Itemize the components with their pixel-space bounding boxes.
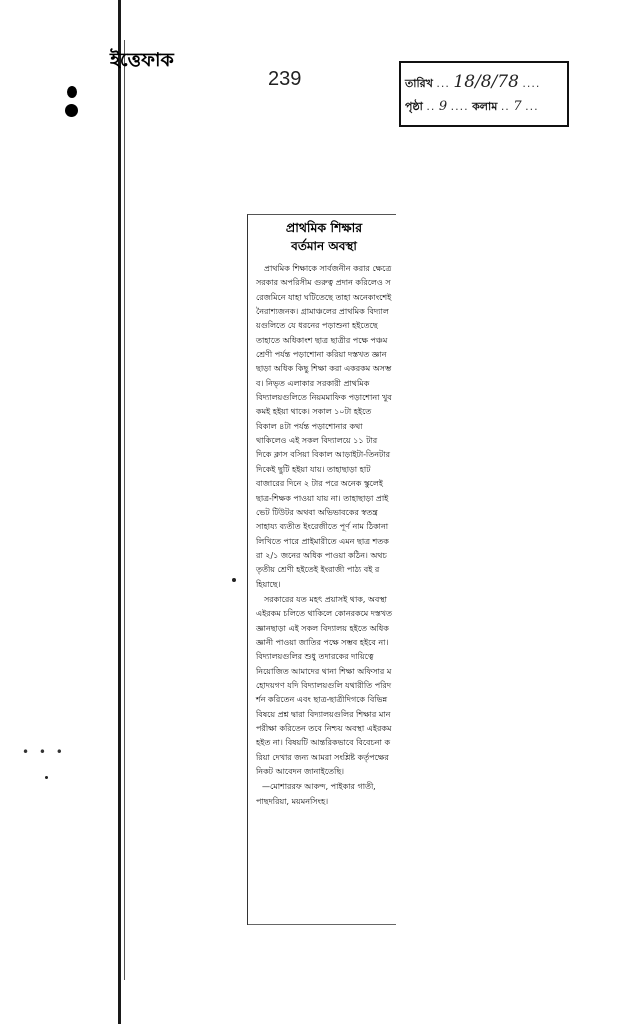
- stamp-date-label: তারিখ: [405, 77, 433, 90]
- stamp-date-value: 18/8/78: [453, 72, 519, 92]
- clipping-bottom-edge: [248, 924, 396, 925]
- punch-hole-top: [67, 86, 77, 98]
- archive-stamp: [399, 61, 569, 127]
- article-body: [256, 262, 392, 779]
- newspaper-name: ইত্তেফাক: [110, 49, 174, 71]
- article-paragraph-2: সরকারের যত মহৎ প্রয়াসই থাক, অবস্থা এইরকম চলিতে থাকিলে কোনরকমে দস্তখত জ্ঞানছাড়া এই সকল বিদ্যালয় হইতে অধিক জ্ঞানী পাওয়া জাতির পক্ষে সম্ভব হইবে না। বিদ্যালয়গুলির শুধু তদারকের দায়িত্বে নিয়োজিত আমাদের থানা শিক্ষা অফিসার মহোদয়গণ যদি বিদ্যালয়গুলি যথারীতি পরিদর্শন করিতেন এবং ছাত্র-ছাত্রীদিগকে বিভিন্ন বিষয়ে প্রশ্ন দ্বারা বিদ্যালয়গুলির শিক্ষার মান পরীক্ষা করিতেন তবে নিশ্চয় অবস্থা এইরকম হইত না। বিষয়টি আন্তরিকভাবে বিবেচনা করিয়া দেখার জন্য আমরা সংশ্লিষ্ট কর্তৃপক্ষের নিকট আবেদন জানাইতেছি।: [256, 594, 393, 777]
- stamp-column-label: কলাম: [472, 100, 498, 113]
- stamp-page-value: 9: [438, 99, 448, 114]
- article-title-line2: বর্তমান অবস্থা: [291, 239, 357, 253]
- binding-line: [118, 0, 121, 1024]
- stamp-page-label: পৃষ্ঠা: [405, 100, 423, 113]
- scan-speck: [232, 578, 236, 582]
- article-signature: —মোশাররফ আকন্দ, পাইকার গাতী, পাছদরিয়া, ময়মনসিংহ।: [256, 782, 376, 806]
- article-title: [256, 218, 392, 256]
- stamp-date-row: তারিখ ... 18/8/78 ....: [405, 72, 541, 92]
- article-title-line1: প্রাথমিক শিক্ষার: [285, 220, 363, 235]
- stamp-column-value: 7: [513, 99, 522, 114]
- article-paragraph-1: প্রাথমিক শিক্ষাকে সার্বজনীন করার ক্ষেত্রে সরকার অপরিসীম গুরুত্ব প্রদান করিলেও সরেজমিনে যাহা ঘটিতেছে তাহা অনেকাংশেই নৈরাশ্যজনক। গ্রামাঞ্চলের প্রাথমিক বিদ্যালয়গুলিতে যে ধরনের পড়াশুনা হইতেছে তাহাতে অধিকাংশ ছাত্র ছাত্রীর পক্ষে পঞ্চমশ্রেণী পর্যন্ত পড়াশোনা করিয়া দস্তখত জ্ঞান ছাড়া অধিক কিছু শিক্ষা করা একরকম অসম্ভব। নিভৃত এলাকার সরকারী প্রাথমিক বিদ্যালয়গুলিতে নিয়মমাফিক পড়াশোনা খুব কমই হইয়া থাকে। সকাল ১০টা হইতে বিকাল ৪টা পর্যন্ত পড়াশোনার কথা থাকিলেও এই সকল বিদ্যালয়ে ১১ টার দিকে ক্লাস বসিয়া বিকাল আড়াইটা-তিনটার দিকেই ছুটি হইয়া যায়। তাহাছাড়া হাটবাজারের দিনে ২ টার পরে অনেক স্কুলেই ছাত্র-শিক্ষক পাওয়া যায় না। তাহাছাড়া প্রাইভেট টিউটর অথবা অভিভাবকের স্বতন্ত্র সাহায্য ব্যতীত ইংরেজীতে পূর্ণ নাম ঠিকানা লিখিতে পারে প্রাইমারীতে এমন ছাত্র শতকরা ২/১ জনের অধিক পাওয়া কঠিন। অথচ তৃতীয় শ্রেণী হইতেই ইংরাজী পাঠ্য বই রহিয়াছে।: [256, 264, 392, 589]
- margin-marks: • • •: [22, 745, 66, 759]
- scan-speck: [45, 776, 48, 779]
- binding-line-inner: [124, 40, 125, 980]
- page-number: 239: [268, 68, 302, 90]
- punch-hole-bottom: [65, 104, 78, 117]
- newspaper-clipping: [247, 214, 396, 925]
- stamp-page-column-row: পৃষ্ঠা .. 9 .... কলাম .. 7 ...: [405, 99, 539, 114]
